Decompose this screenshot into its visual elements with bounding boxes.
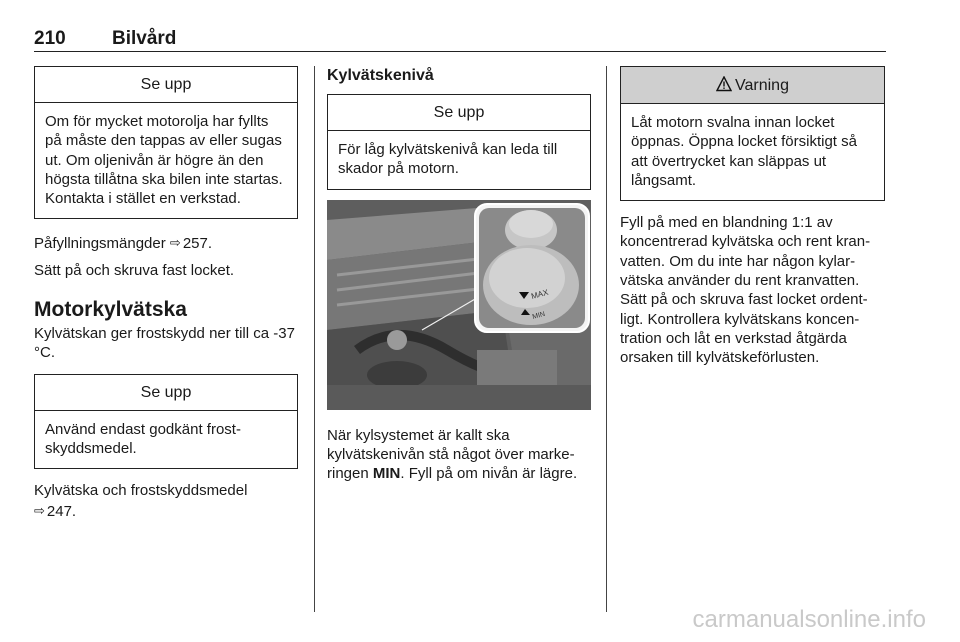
- column-middle: [327, 66, 591, 483]
- coolant-ref-page[interactable]: 247.: [46, 502, 77, 520]
- caution-body: Använd endast godkänt frost-skyddsmedel.: [45, 420, 241, 457]
- column-divider: [314, 66, 315, 612]
- level-text-pre: När kylsystemet är kallt ska kylvätskenivån stå något över marke-ringen: [327, 426, 575, 483]
- column-left: [34, 66, 298, 521]
- warning-triangle-icon: [716, 76, 732, 92]
- engine-bay-illustration: [327, 200, 591, 410]
- caution-box: [34, 66, 298, 219]
- max-mark-label: MAX: [530, 287, 550, 301]
- fill-amounts-text: Påfyllningsmängder: [34, 235, 166, 253]
- caution-box: [34, 374, 298, 470]
- coolant-ref-text: Kylvätska och frostskyddsmedel: [34, 482, 248, 500]
- coolant-level-text: [327, 426, 591, 484]
- caution-body: För låg kylvätskenivå kan leda till skador på motorn.: [338, 141, 558, 178]
- section-heading: Motorkylvätska: [34, 298, 187, 322]
- warning-body: Låt motorn svalna innan locket öppnas. Öppna locket försiktigt så att övertrycket kan släppas ut långsamt.: [631, 114, 857, 189]
- screw-cap-text: Sätt på och skruva fast locket.: [34, 261, 235, 279]
- warning-header: [621, 67, 884, 104]
- level-text-min: MIN: [372, 465, 401, 483]
- coolant-reservoir-photo: [327, 200, 591, 410]
- caution-title: Se upp: [328, 95, 590, 131]
- coolant-reference-line: [34, 481, 298, 521]
- caution-title: Se upp: [35, 67, 297, 103]
- caution-box: [327, 94, 591, 190]
- level-text-post: . Fyll på om nivån är lägre.: [400, 465, 578, 483]
- reference-arrow-icon: ⇨: [34, 502, 45, 518]
- warning-title: Varning: [735, 77, 789, 94]
- min-mark-label: MIN: [531, 310, 546, 321]
- column-right: [620, 66, 885, 368]
- frost-protection-text: Kylvätskan ger frostskydd ner till ca -37 °C.: [34, 325, 295, 362]
- page-header: [34, 26, 886, 52]
- fill-amounts-line: [34, 233, 298, 253]
- reference-arrow-icon: ⇨: [169, 235, 181, 251]
- fill-amounts-ref[interactable]: 257.: [182, 235, 213, 253]
- warning-box: [620, 66, 885, 201]
- page-number: 210: [34, 28, 66, 49]
- caution-body: Om för mycket motorolja har fyllts på måste den tappas av eller sugas ut. Om oljenivån är högre än den högsta tillåtna ska bilen inte startas. Kontakta i stället en verkstad.: [45, 113, 283, 208]
- section-title: Bilvård: [112, 28, 177, 49]
- caution-title: Se upp: [35, 375, 297, 411]
- watermark: carmanualsonline.info: [692, 606, 926, 633]
- section-heading: Kylvätskenivå: [327, 67, 434, 84]
- refill-instructions-text: Fyll på med en blandning 1:1 av koncentrerad kylvätska och rent kran-vatten. Om du inte har någon kylar-vätska använder du rent kranvatten. Sätt på och skruva fast locket ordent-ligt. Kontrollera kylvätskans koncen-tration och låt en verkstad åtgärda orsaken till kylvätskeförlusten.: [620, 214, 871, 367]
- column-divider: [606, 66, 607, 612]
